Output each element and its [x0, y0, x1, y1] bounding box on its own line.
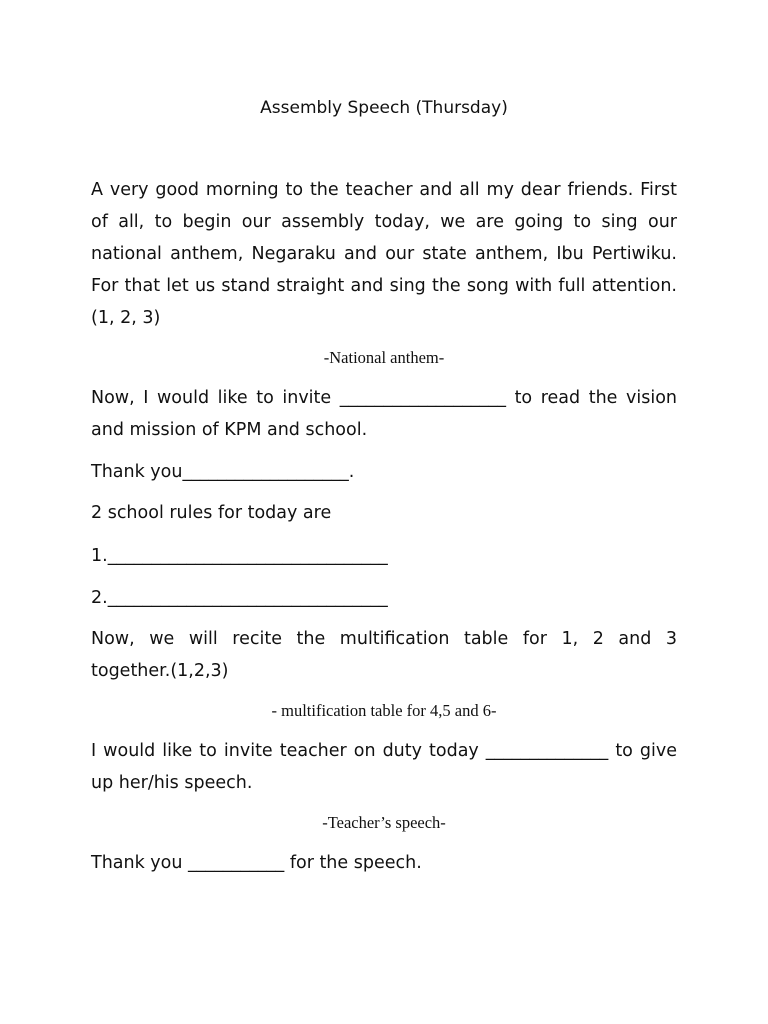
intro-line: For that let us stand straight and sing the song with full attention. — [91, 276, 677, 296]
recite-line: Now, we will recite the multification table for 1, 2 and 3 — [91, 629, 677, 649]
school-rule-1: 1.________________________________ — [91, 546, 388, 566]
intro-line: national anthem, Negaraku and our state anthem, Ibu Pertiwiku. — [91, 244, 677, 264]
recite-paragraph — [91, 623, 677, 687]
intro-paragraph — [91, 174, 677, 334]
teacher-speech-note: -Teacher’s speech- — [322, 813, 446, 832]
invite-teacher-line: I would like to invite teacher on duty today ______________ to give — [91, 741, 677, 761]
intro-line: (1, 2, 3) — [91, 308, 161, 328]
intro-line: A very good morning to the teacher and all my dear friends. First — [91, 180, 677, 200]
rules-heading: 2 school rules for today are — [91, 503, 332, 523]
thank-you-teacher: Thank you ___________ for the speech. — [91, 853, 422, 873]
invite-teacher-line: up her/his speech. — [91, 773, 253, 793]
recite-line: together.(1,2,3) — [91, 661, 229, 681]
multification-note: - multification table for 4,5 and 6- — [271, 701, 497, 720]
school-rule-2: 2.________________________________ — [91, 588, 388, 608]
invite-vision-line: and mission of KPM and school. — [91, 420, 368, 440]
national-anthem-note: -National anthem- — [323, 348, 445, 367]
document-title: Assembly Speech (Thursday) — [260, 98, 508, 118]
thank-you-reader: Thank you___________________. — [91, 462, 355, 482]
invite-vision-line: Now, I would like to invite ___________________ to read the vision — [91, 388, 677, 408]
intro-line: of all, to begin our assembly today, we are going to sing our — [91, 212, 677, 232]
invite-vision-paragraph — [91, 382, 677, 446]
invite-teacher-paragraph — [91, 735, 677, 799]
